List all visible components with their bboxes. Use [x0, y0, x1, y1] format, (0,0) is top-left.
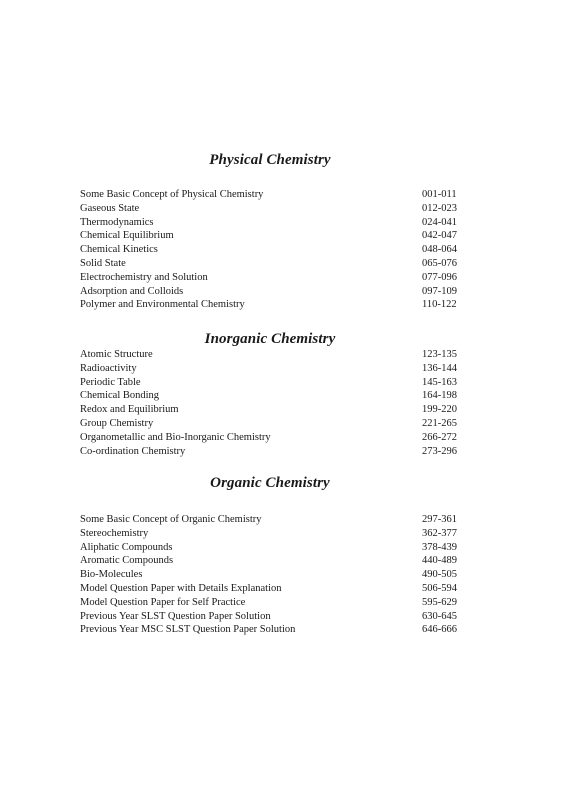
- entry-title: Adsorption and Colloids: [80, 285, 184, 297]
- entry-pages: 097-109: [422, 285, 457, 297]
- toc-list: [80, 188, 460, 312]
- toc-entry: [80, 403, 460, 417]
- entry-title: Previous Year SLST Question Paper Solution: [80, 610, 271, 622]
- entry-pages: 001-011: [422, 189, 457, 200]
- entry-pages: 145-163: [422, 376, 457, 388]
- toc-entry: [80, 541, 460, 555]
- entry-pages: 024-041: [422, 216, 457, 228]
- toc-entry: [80, 298, 460, 312]
- entry-title: Some Basic Concept of Physical Chemistry: [80, 189, 264, 200]
- toc-entry: [80, 348, 460, 362]
- entry-pages: 297-361: [422, 514, 457, 525]
- toc-list: [80, 513, 460, 637]
- toc-entry: [80, 376, 460, 390]
- toc-entry: [80, 202, 460, 216]
- entry-title: Previous Year MSC SLST Question Paper Solution: [80, 624, 296, 636]
- entry-pages: 490-505: [422, 569, 457, 581]
- entry-pages: 136-144: [422, 362, 457, 374]
- entry-pages: 646-666: [422, 624, 457, 636]
- entry-title: Radioactivity: [80, 362, 137, 374]
- entry-title: Organometallic and Bio-Inorganic Chemistry: [80, 431, 271, 443]
- entry-title: Aromatic Compounds: [80, 555, 174, 567]
- entry-title: Chemical Equilibrium: [80, 230, 174, 242]
- entry-title: Solid State: [80, 257, 126, 269]
- entry-pages: 630-645: [422, 610, 457, 622]
- entry-pages: 506-594: [422, 582, 457, 594]
- toc-entry: [80, 527, 460, 541]
- entry-title: Group Chemistry: [80, 417, 154, 429]
- entry-pages: 077-096: [422, 271, 457, 283]
- entry-title: Electrochemistry and Solution: [80, 271, 208, 283]
- entry-pages: 123-135: [422, 349, 457, 360]
- toc-entry: [80, 257, 460, 271]
- entry-title: Redox and Equilibrium: [80, 404, 179, 416]
- entry-title: Model Question Paper with Details Explanation: [80, 582, 282, 594]
- entry-title: Atomic Structure: [80, 349, 153, 360]
- entry-title: Chemical Bonding: [80, 390, 160, 402]
- entry-title: Some Basic Concept of Organic Chemistry: [80, 514, 262, 525]
- entry-pages: 266-272: [422, 431, 457, 443]
- toc-entry: [80, 610, 460, 624]
- section-heading: Organic Chemistry: [210, 475, 330, 491]
- toc-entry: [80, 362, 460, 376]
- entry-pages: 221-265: [422, 417, 457, 429]
- entry-title: Thermodynamics: [80, 216, 154, 228]
- toc-entry: [80, 445, 460, 459]
- toc-entry: [80, 431, 460, 445]
- entry-pages: 065-076: [422, 257, 457, 269]
- entry-pages: 012-023: [422, 202, 457, 214]
- section-heading: Inorganic Chemistry: [204, 331, 336, 347]
- entry-pages: 164-198: [422, 390, 457, 402]
- toc-entry: [80, 554, 460, 568]
- entry-title: Periodic Table: [80, 376, 141, 388]
- toc-entry: [80, 188, 460, 202]
- section-heading: Physical Chemistry: [209, 152, 331, 168]
- toc-entry: [80, 229, 460, 243]
- entry-pages: 042-047: [422, 230, 457, 242]
- toc-entry: [80, 582, 460, 596]
- entry-pages: 273-296: [422, 445, 457, 457]
- entry-title: Bio-Molecules: [80, 569, 143, 581]
- toc-entry: [80, 285, 460, 299]
- entry-title: Stereochemistry: [80, 527, 149, 539]
- toc-entry: [80, 389, 460, 403]
- toc-entry: [80, 216, 460, 230]
- entry-title: Gaseous State: [80, 202, 140, 214]
- toc-entry: [80, 417, 460, 431]
- entry-title: Co-ordination Chemistry: [80, 445, 186, 457]
- entry-pages: 440-489: [422, 555, 457, 567]
- toc-entry: [80, 596, 460, 610]
- entry-pages: 048-064: [422, 244, 457, 256]
- entry-title: Model Question Paper for Self Practice: [80, 596, 246, 608]
- entry-pages: 199-220: [422, 404, 457, 416]
- toc-entry: [80, 513, 460, 527]
- entry-pages: 362-377: [422, 527, 457, 539]
- entry-pages: 378-439: [422, 541, 457, 553]
- entry-pages: 595-629: [422, 596, 457, 608]
- toc-entry: [80, 568, 460, 582]
- entry-title: Polymer and Environmental Chemistry: [80, 299, 245, 311]
- entry-title: Aliphatic Compounds: [80, 541, 173, 553]
- entry-pages: 110-122: [422, 299, 457, 311]
- toc-entry: [80, 623, 460, 637]
- toc-entry: [80, 271, 460, 285]
- toc-list: [80, 348, 460, 458]
- toc-entry: [80, 243, 460, 257]
- entry-title: Chemical Kinetics: [80, 244, 158, 256]
